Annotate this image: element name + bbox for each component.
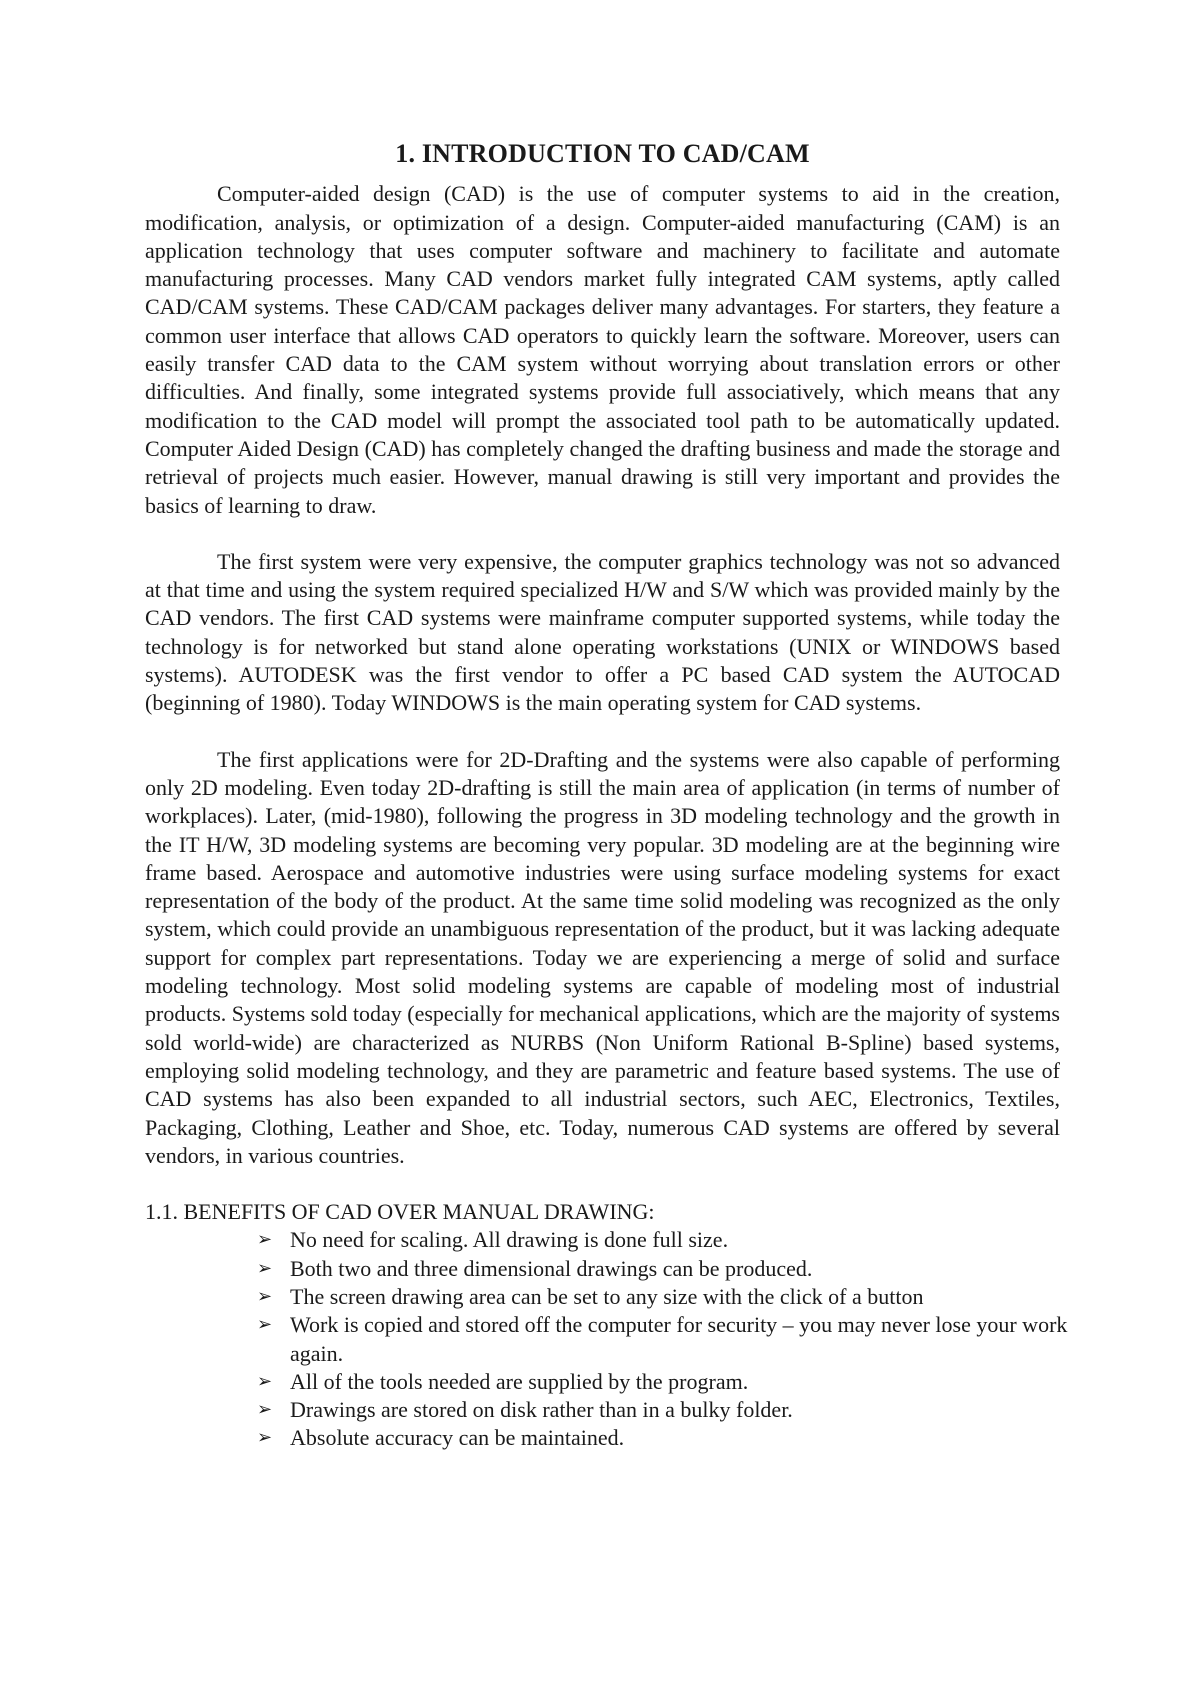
list-item (257, 1311, 1100, 1368)
list-item (257, 1368, 1100, 1396)
arrowhead-bullet-icon: ➢ (257, 1257, 273, 1279)
list-item-text: All of the tools needed are supplied by the program. (290, 1368, 749, 1394)
list-item (257, 1424, 1100, 1452)
section-heading: 1.1. BENEFITS OF CAD OVER MANUAL DRAWING: (145, 1199, 655, 1225)
list-item-text: Absolute accuracy can be maintained. (290, 1425, 625, 1451)
list-item (257, 1396, 1100, 1424)
paragraph-intro: Computer-aided design (CAD) is the use of computer systems to aid in the creation, modification, analysis, or optimization of a design. Computer-aided manufacturing (CAM) is an application technology that uses computer software and machinery to facilitate and automate manufacturing processes. Many CAD vendors market fully integrated CAM systems, aptly called CAD/CAM systems. These CAD/CAM packages deliver many advantages. For starters, they feature a common user interface that allows CAD operators to quickly learn the software. Moreover, users can easily transfer CAD data to the CAM system without worrying about translation errors or other difficulties. And finally, some integrated systems provide full associatively, which means that any modification to the CAD model will prompt the associated tool path to be automatically updated. Computer Aided Design (CAD) has completely changed the drafting business and made the storage and retrieval of projects much easier. However, manual drawing is still very important and provides the basics of learning to draw. (145, 181, 1060, 518)
arrowhead-bullet-icon: ➢ (257, 1314, 273, 1336)
list-item (257, 1255, 1100, 1283)
list-item (257, 1226, 1100, 1254)
list-item-text: No need for scaling. All drawing is done full size. (290, 1227, 729, 1253)
list-item-text: The screen drawing area can be set to any size with the click of a button (290, 1283, 924, 1309)
arrowhead-bullet-icon: ➢ (257, 1229, 273, 1251)
paragraph-applications: The first applications were for 2D-Drafting and the systems were also capable of performing only 2D modeling. Even today 2D-drafting is still the main area of application (in terms of number of workplaces). Later, (mid-1980), following the progress in 3D modeling technology and the growth in the IT H/W, 3D modeling systems are becoming very popular. 3D modeling are at the beginning wire frame based. Aerospace and automotive industries were using surface modeling systems for exact representation of the body of the product. At the same time solid modeling was recognized as the only system, which could provide an unambiguous representation of the product, but it was lacking adequate support for complex part representations. Today we are experiencing a merge of solid and surface modeling technology. Most solid modeling systems are capable of modeling most of industrial products. Systems sold today (especially for mechanical applications, which are the majority of systems sold world-wide) are characterized as NURBS (Non Uniform Rational B-Spline) based systems, employing solid modeling technology, and they are parametric and feature based systems. The use of CAD systems has also been expanded to all industrial sectors, such AEC, Electronics, Textiles, Packaging, Clothing, Leather and Shoe, etc. Today, numerous CAD systems are offered by several vendors, in various countries. (145, 746, 1060, 1168)
list-item-text: Drawings are stored on disk rather than in a bulky folder. (290, 1397, 793, 1423)
document-page (145, 139, 1068, 1453)
arrowhead-bullet-icon: ➢ (257, 1399, 273, 1421)
page-title: 1. INTRODUCTION TO CAD/CAM (395, 139, 810, 168)
arrowhead-bullet-icon: ➢ (257, 1285, 273, 1307)
benefits-list (145, 1226, 1068, 1452)
paragraph-history: The first system were very expensive, the computer graphics technology was not so advanced at that time and using the system required specialized H/W and S/W which was provided mainly by the CAD vendors. The first CAD systems were mainframe computer supported systems, while today the technology is for networked but stand alone operating workstations (UNIX or WINDOWS based systems). AUTODESK was the first vendor to offer a PC based CAD system the AUTOCAD (beginning of 1980). Today WINDOWS is the main operating system for CAD systems. (145, 548, 1060, 716)
arrowhead-bullet-icon: ➢ (257, 1427, 273, 1449)
arrowhead-bullet-icon: ➢ (257, 1370, 273, 1392)
list-item (257, 1283, 1100, 1311)
list-item-text: Both two and three dimensional drawings can be produced. (290, 1255, 813, 1281)
list-item-text: Work is copied and stored off the computer for security – you may never lose your work again. (290, 1312, 1068, 1366)
